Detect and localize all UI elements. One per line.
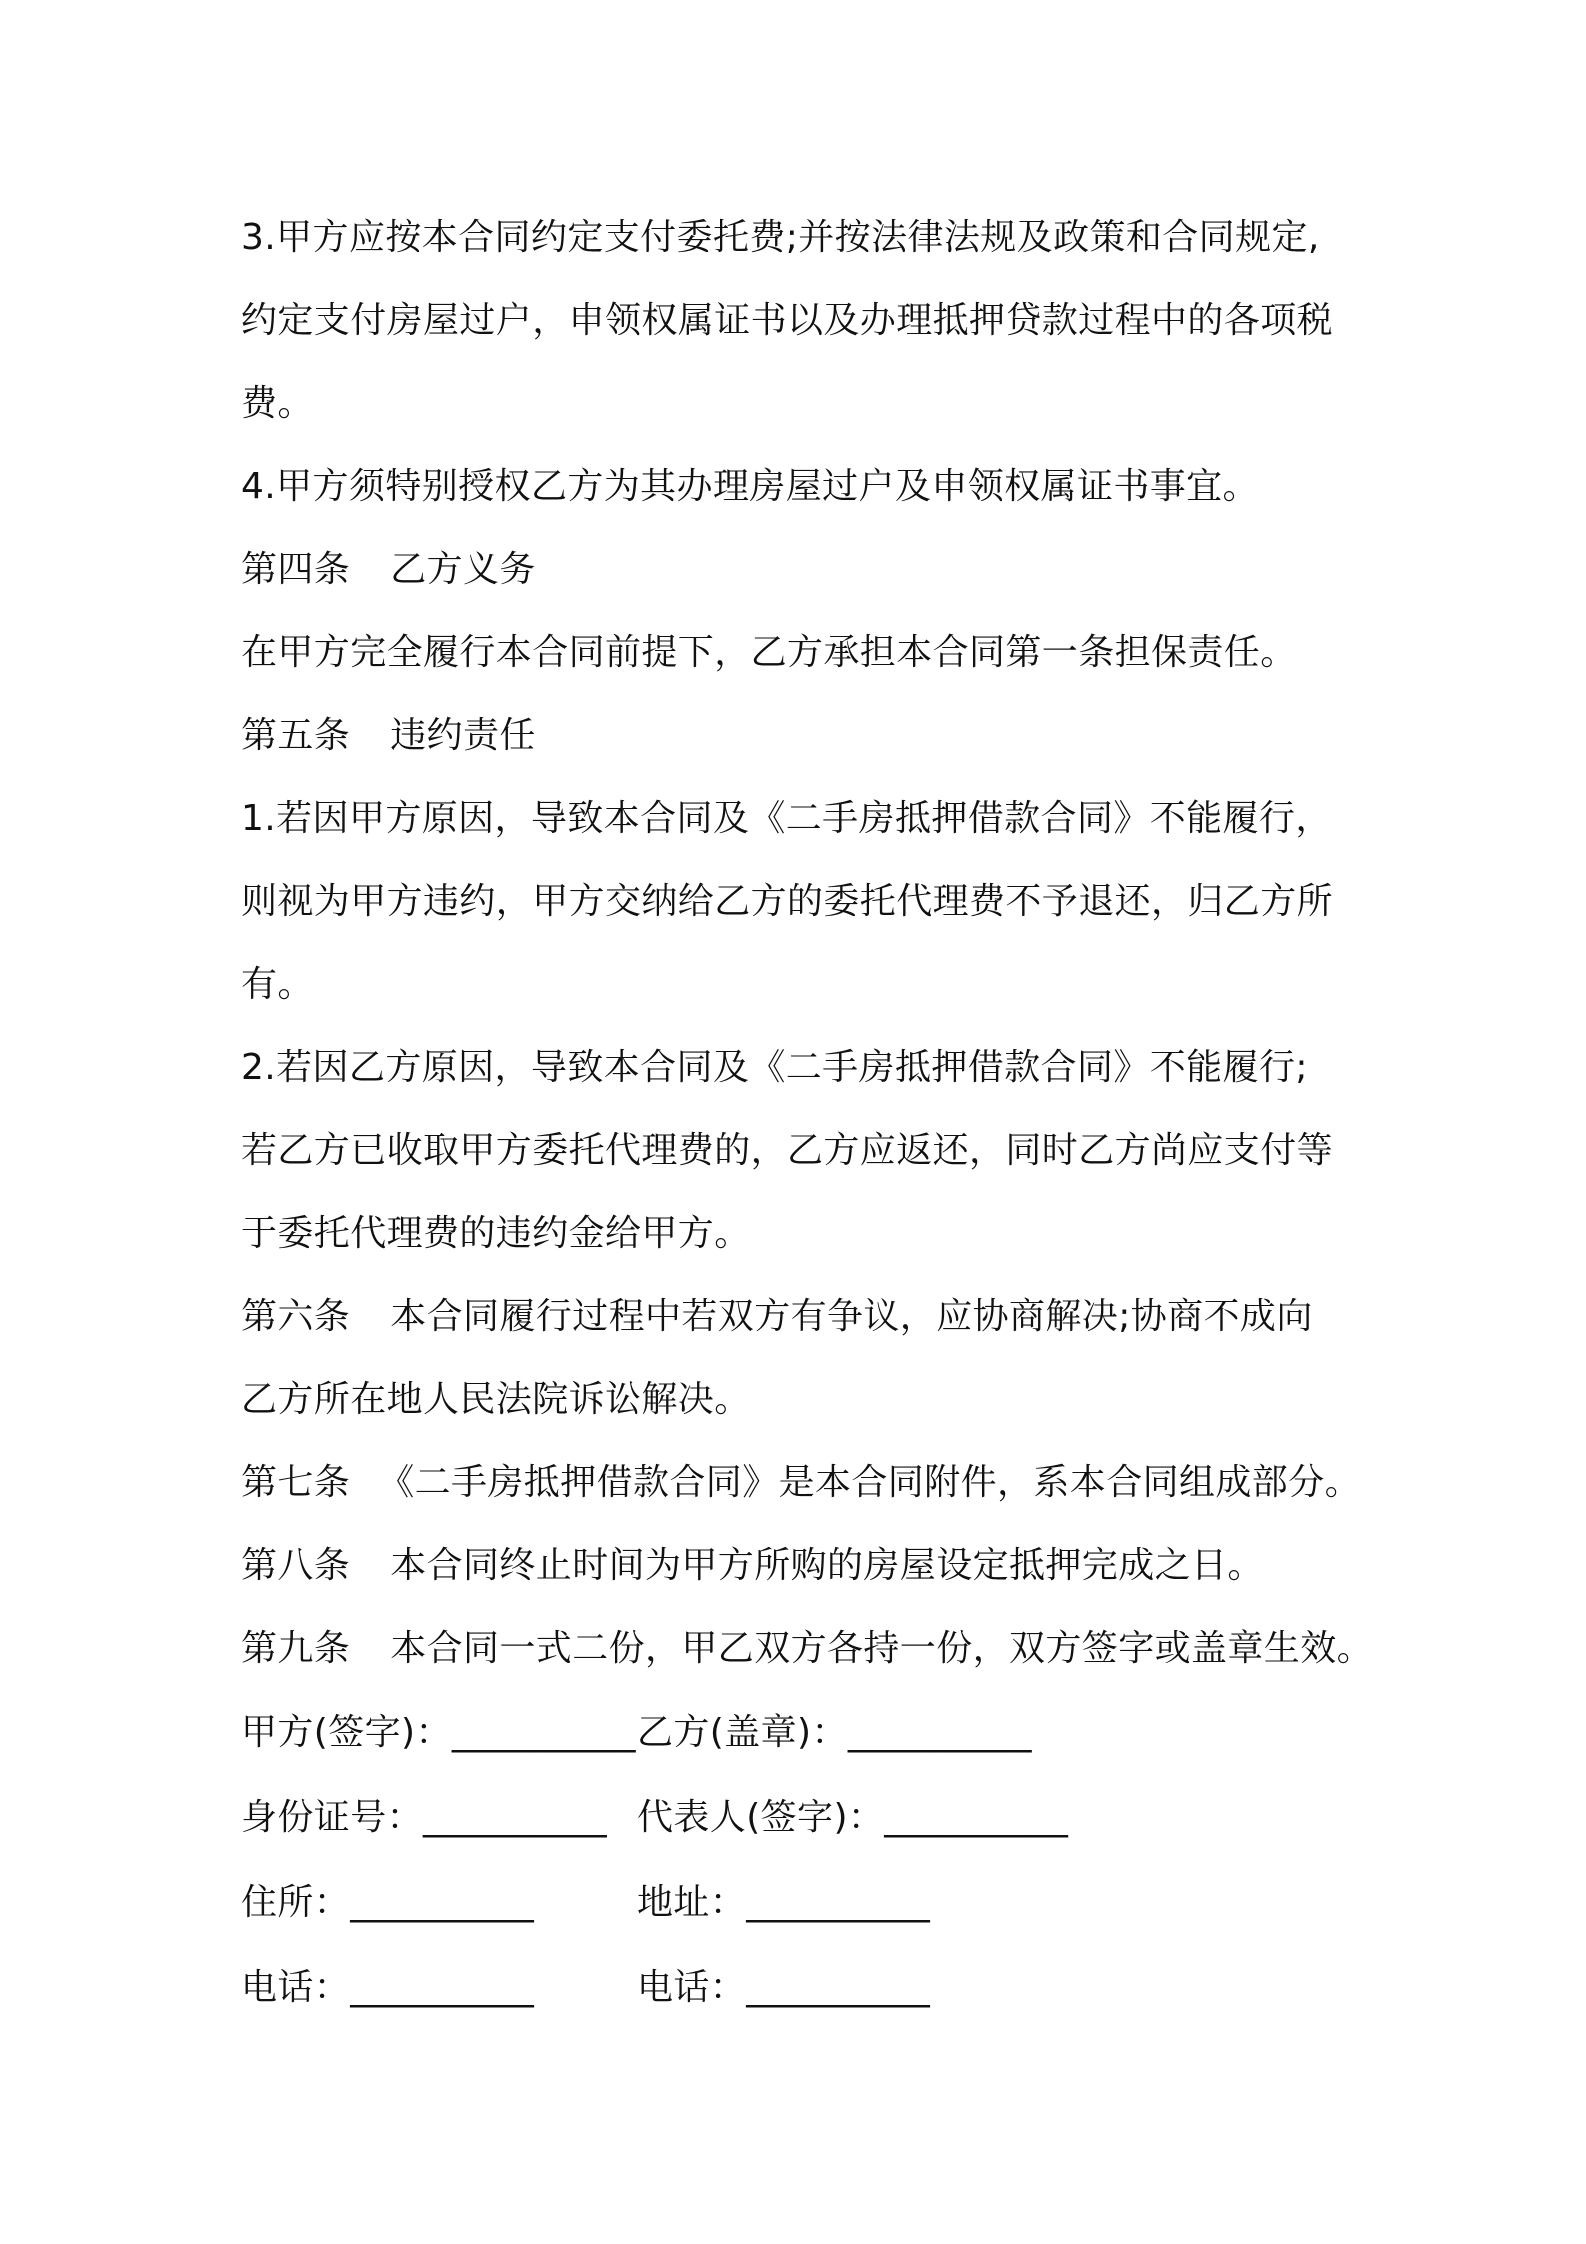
article-7-number: 第七条	[241, 1462, 351, 1503]
clause-3-line-2: 约定支付房屋过户，申领权属证书以及办理抵押贷款过程中的各项税	[241, 300, 1334, 341]
clause-4-line-1: 4.甲方须特别授权乙方为其办理房屋过户及申领权属证书事宜。	[241, 466, 1259, 507]
article-9	[241, 1607, 1374, 1690]
article-6-line-1	[241, 1275, 1361, 1358]
article-7-text: 《二手房抵押借款合同》是本合同附件，系本合同组成部分。	[378, 1462, 1362, 1503]
article-9-number: 第九条	[241, 1628, 351, 1669]
article-5-clause-2-line-1: 2.若因乙方原因，导致本合同及《二手房抵押借款合同》不能履行;	[241, 1047, 1308, 1088]
residence-field: 住所：__________	[241, 1882, 535, 1923]
article-6-number: 第六条	[241, 1296, 351, 1337]
party-b-seal-field: 乙方(盖章)：__________	[637, 1712, 1032, 1753]
article-5-heading	[241, 694, 1361, 777]
id-number-field: 身份证号：__________	[241, 1797, 607, 1838]
signature-row-2	[241, 1775, 1361, 1860]
article-4-title: 乙方义务	[390, 549, 536, 590]
article-5-clause-2-line-2: 若乙方已收取甲方委托代理费的，乙方应返还，同时乙方尚应支付等	[241, 1130, 1334, 1171]
party-a-signature-field: 甲方(签字)：__________	[241, 1712, 636, 1753]
article-8-number: 第八条	[241, 1545, 351, 1586]
document-body	[241, 196, 1374, 2030]
clause-3-line-3: 费。	[241, 383, 314, 424]
article-9-text: 本合同一式二份，甲乙双方各持一份，双方签字或盖章生效。	[390, 1628, 1374, 1669]
article-5-number: 第五条	[241, 715, 351, 756]
article-7	[241, 1441, 1361, 1524]
phone-b-field: 电话：__________	[637, 1967, 931, 2008]
signature-row-3	[241, 1860, 1361, 1945]
article-8-text: 本合同终止时间为甲方所购的房屋设定抵押完成之日。	[390, 1545, 1264, 1586]
article-4-text: 在甲方完全履行本合同前提下，乙方承担本合同第一条担保责任。	[241, 632, 1297, 673]
article-6-line-2: 乙方所在地人民法院诉讼解决。	[241, 1379, 751, 1420]
signature-row-1	[241, 1690, 1361, 1775]
article-6-text: 本合同履行过程中若双方有争议，应协商解决;协商不成向	[390, 1296, 1313, 1337]
representative-signature-field: 代表人(签字)：__________	[637, 1797, 1069, 1838]
article-4-heading	[241, 528, 1361, 611]
article-5-clause-1-line-2: 则视为甲方违约，甲方交纳给乙方的委托代理费不予退还，归乙方所	[241, 881, 1334, 922]
address-field: 地址：__________	[637, 1882, 931, 1923]
article-5-title: 违约责任	[390, 715, 536, 756]
signature-row-4	[241, 1945, 1361, 2030]
article-4-number: 第四条	[241, 549, 351, 590]
clause-3-line-1: 3.甲方应按本合同约定支付委托费;并按法律法规及政策和合同规定,	[241, 217, 1320, 258]
article-5-clause-1-line-1: 1.若因甲方原因，导致本合同及《二手房抵押借款合同》不能履行，	[241, 798, 1332, 839]
article-8	[241, 1524, 1361, 1607]
article-5-clause-2-line-3: 于委托代理费的违约金给甲方。	[241, 1213, 751, 1254]
phone-a-field: 电话：__________	[241, 1967, 535, 2008]
article-5-clause-1-line-3: 有。	[241, 964, 314, 1005]
